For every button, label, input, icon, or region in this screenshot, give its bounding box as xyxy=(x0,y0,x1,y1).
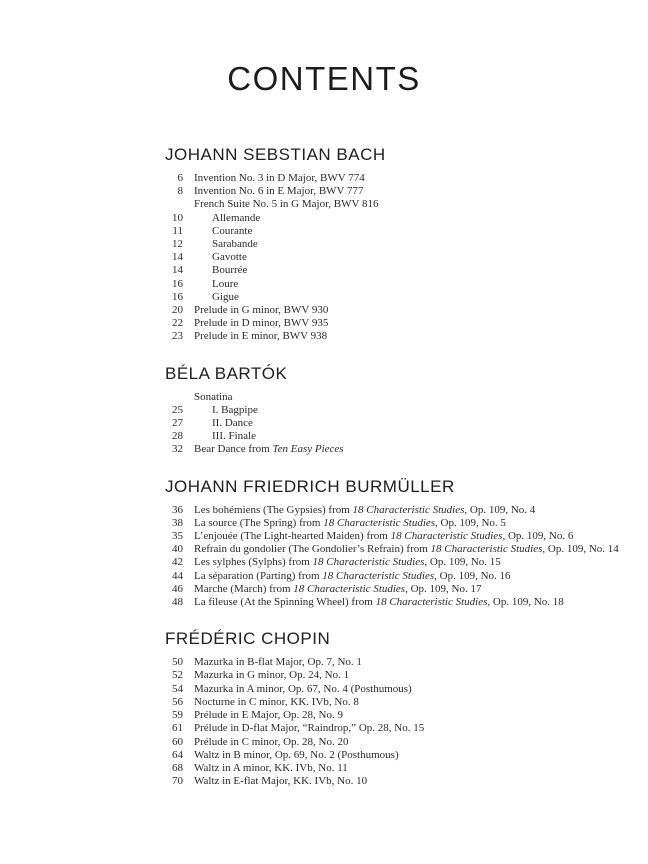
entry-title: Waltz in A minor, KK. IVb, No. 11 xyxy=(194,761,348,774)
entry-title: III. Finale xyxy=(212,430,256,443)
entry-page-number: 56 xyxy=(172,695,183,708)
toc-entry xyxy=(165,596,638,609)
entry-title: Prelude in E minor, BWV 938 xyxy=(194,330,328,343)
toc-entry xyxy=(165,696,638,709)
entry-title: Sonatina xyxy=(194,390,233,403)
toc-entry xyxy=(165,709,638,722)
entry-page-number: 70 xyxy=(172,775,183,788)
entry-title: Prelude in G minor, BWV 930 xyxy=(194,304,329,317)
entry-title: Waltz in B minor, Op. 69, No. 2 (Posthumous) xyxy=(194,748,399,761)
entry-page-number: 11 xyxy=(172,224,183,237)
entry-page-number: 8 xyxy=(177,185,183,198)
toc-entry xyxy=(165,172,638,185)
entry-page-number: 10 xyxy=(172,211,183,224)
toc-entry xyxy=(165,317,638,330)
entry-title: Gavotte xyxy=(212,251,247,264)
entry-page-number: 40 xyxy=(172,543,183,556)
entry-page-number: 27 xyxy=(172,417,183,430)
toc-entry xyxy=(165,330,638,343)
entry-page-number: 16 xyxy=(172,290,183,303)
toc-entry xyxy=(165,570,638,583)
toc-entry xyxy=(165,656,638,669)
toc-entry xyxy=(165,198,638,211)
entry-page-number: 25 xyxy=(172,403,183,416)
entry-page-number: 44 xyxy=(172,569,183,582)
section-items xyxy=(165,504,638,610)
entry-title: Prelude in D minor, BWV 935 xyxy=(194,317,329,330)
entry-page-number: 32 xyxy=(172,443,183,456)
entry-page-number: 22 xyxy=(172,317,183,330)
page-title: CONTENTS xyxy=(227,60,421,97)
entry-title: Les bohémiens (The Gypsies) from 18 Characteristic Studies, Op. 109, No. 4 xyxy=(194,503,536,516)
entry-page-number: 35 xyxy=(172,530,183,543)
entry-title: French Suite No. 5 in G Major, BWV 816 xyxy=(194,198,379,211)
toc-entry xyxy=(165,430,638,443)
toc-entry xyxy=(165,212,638,225)
entry-page-number: 6 xyxy=(177,172,183,184)
entry-title: Sarabande xyxy=(212,238,258,251)
entry-title: La source (The Spring) from 18 Characteristic Studies, Op. 109, No. 5 xyxy=(194,516,506,529)
entry-title: Mazurka in G minor, Op. 24, No. 1 xyxy=(194,669,350,682)
entry-title: Allemande xyxy=(212,211,261,224)
entry-title: Mazurka in A minor, Op. 67, No. 4 (Posthumous) xyxy=(194,682,412,695)
toc-entry xyxy=(165,185,638,198)
entry-title: Gigue xyxy=(212,290,239,303)
toc-entry xyxy=(165,278,638,291)
toc-entry xyxy=(165,443,638,456)
composer-section-2 xyxy=(165,478,638,610)
entry-title: Les sylphes (Sylphs) from 18 Characteristic Studies, Op. 109, No. 15 xyxy=(194,556,501,569)
table-of-contents xyxy=(165,146,638,788)
entry-title: La séparation (Parting) from 18 Characteristic Studies, Op. 109, No. 16 xyxy=(194,569,511,582)
entry-page-number: 52 xyxy=(172,669,183,682)
section-items xyxy=(165,391,638,457)
composer-section-3 xyxy=(165,630,638,788)
toc-entry xyxy=(165,556,638,569)
toc-entry xyxy=(165,530,638,543)
toc-entry xyxy=(165,404,638,417)
composer-heading: FRÉDÉRIC CHOPIN xyxy=(165,629,331,649)
entry-title: Waltz in E-flat Major, KK. IVb, No. 10 xyxy=(194,775,368,788)
entry-page-number: 20 xyxy=(172,304,183,317)
entry-title: Courante xyxy=(212,224,253,237)
entry-title: Invention No. 3 in D Major, BWV 774 xyxy=(194,172,365,184)
entry-page-number: 23 xyxy=(172,330,183,343)
entry-page-number: 42 xyxy=(172,556,183,569)
toc-entry xyxy=(165,238,638,251)
toc-entry xyxy=(165,543,638,556)
entry-title: Prélude in E Major, Op. 28, No. 9 xyxy=(194,709,343,722)
entry-title: La fileuse (At the Spinning Wheel) from 18 Characteristic Studies, Op. 109, No. 18 xyxy=(194,596,564,609)
composer-section-0 xyxy=(165,146,638,344)
toc-entry xyxy=(165,669,638,682)
toc-entry xyxy=(165,504,638,517)
entry-title: Loure xyxy=(212,277,239,290)
composer-section-1 xyxy=(165,365,638,457)
entry-title: L’enjouée (The Light-hearted Maiden) from 18 Characteristic Studies, Op. 109, No. 6 xyxy=(194,530,574,543)
entry-page-number: 61 xyxy=(172,722,183,735)
toc-entry xyxy=(165,583,638,596)
toc-entry xyxy=(165,291,638,304)
entry-page-number: 54 xyxy=(172,682,183,695)
toc-entry xyxy=(165,736,638,749)
entry-title: Prélude in C minor, Op. 28, No. 20 xyxy=(194,735,349,748)
toc-entry xyxy=(165,251,638,264)
entry-page-number: 64 xyxy=(172,748,183,761)
entry-page-number: 60 xyxy=(172,735,183,748)
toc-entry xyxy=(165,683,638,696)
entry-page-number: 14 xyxy=(172,264,183,277)
entry-title: Mazurka in B-flat Major, Op. 7, No. 1 xyxy=(194,656,362,669)
toc-entry xyxy=(165,304,638,317)
toc-entry xyxy=(165,722,638,735)
entry-page-number: 46 xyxy=(172,582,183,595)
entry-title: Marche (March) from 18 Characteristic Studies, Op. 109, No. 17 xyxy=(194,582,482,595)
entry-page-number: 12 xyxy=(172,238,183,251)
entry-page-number: 36 xyxy=(172,503,183,516)
entry-page-number: 48 xyxy=(172,596,183,609)
entry-page-number: 68 xyxy=(172,761,183,774)
entry-page-number: 50 xyxy=(172,656,183,669)
entry-title: II. Dance xyxy=(212,417,253,430)
entry-title: Invention No. 6 in E Major, BWV 777 xyxy=(194,185,364,198)
entry-title: Refrain du gondolier (The Gondolier’s Refrain) from 18 Characteristic Studies, Op. 109, No. 14 xyxy=(194,543,619,556)
toc-entry xyxy=(165,517,638,530)
entry-title: Bourrée xyxy=(212,264,248,277)
toc-entry xyxy=(165,225,638,238)
entry-page-number: 38 xyxy=(172,516,183,529)
toc-entry xyxy=(165,264,638,277)
entry-page-number: 59 xyxy=(172,709,183,722)
toc-entry xyxy=(165,775,638,788)
entry-page-number: 28 xyxy=(172,430,183,443)
toc-entry xyxy=(165,749,638,762)
entry-page-number: 14 xyxy=(172,251,183,264)
toc-entry xyxy=(165,417,638,430)
entry-page-number: 16 xyxy=(172,277,183,290)
entry-title: I. Bagpipe xyxy=(212,403,258,416)
entry-title: Bear Dance from Ten Easy Pieces xyxy=(194,443,344,456)
toc-entry xyxy=(165,762,638,775)
section-items xyxy=(165,172,638,344)
composer-heading: BÉLA BARTÓK xyxy=(165,363,288,383)
entry-title: Nocturne in C minor, KK. IVb, No. 8 xyxy=(194,695,359,708)
entry-title: Prélude in D-flat Major, “Raindrop,” Op. 28, No. 15 xyxy=(194,722,425,735)
composer-heading: JOHANN SEBSTIAN BACH xyxy=(165,145,386,164)
toc-entry xyxy=(165,391,638,404)
composer-heading: JOHANN FRIEDRICH BURMÜLLER xyxy=(165,476,455,496)
section-items xyxy=(165,656,638,788)
